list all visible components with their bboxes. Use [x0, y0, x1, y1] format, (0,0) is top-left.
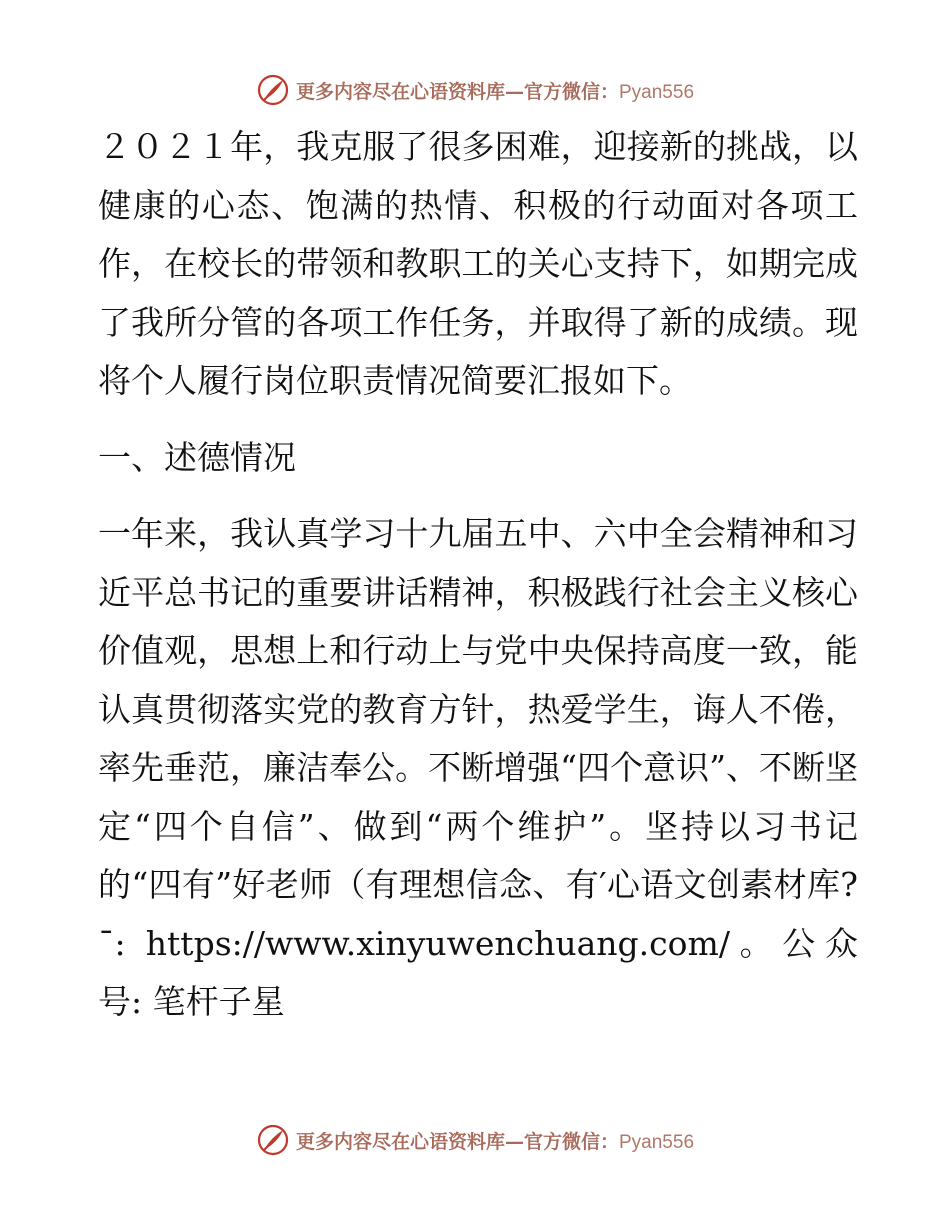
footer-watermark	[0, 1122, 950, 1158]
header-watermark	[0, 72, 950, 108]
footer-watermark-text: 更多内容尽在心语资料库—官方微信：Pyan556	[295, 1130, 695, 1153]
header-watermark-text: 更多内容尽在心语资料库—官方微信：Pyan556	[295, 80, 695, 103]
quill-pen-logo-icon	[256, 73, 290, 107]
document-body	[98, 118, 858, 1032]
quill-pen-logo-icon	[256, 1123, 290, 1157]
intro-paragraph: ２０２１年，我克服了很多困难，迎接新的挑战，以健康的心态、饱满的热情、积极的行动面对各项工作，在校长的带领和教职工的关心支持下，如期完成了我所分管的各项工作任务，并取得了新的成绩。现将个人履行岗位职责情况简要汇报如下。	[98, 127, 858, 400]
body-paragraph: 一年来，我认真学习十九届五中、六中全会精神和习近平总书记的重要讲话精神，积极践行社会主义核心价值观，思想上和行动上与党中央保持高度一致，能认真贯彻落实党的教育方针，热爱学生，诲人不倦，率先垂范，廉洁奉公。不断增强“四个意识”、不断坚定“四个自信”、做到“两个维护”。坚持以习书记的“四有”好老师（有理想信念、有′心语文创素材库?¯: https://www.xinyuwenchuang.com/。公众号: 笔杆子星	[98, 514, 858, 1021]
section-heading: 一、述德情况	[98, 437, 296, 477]
